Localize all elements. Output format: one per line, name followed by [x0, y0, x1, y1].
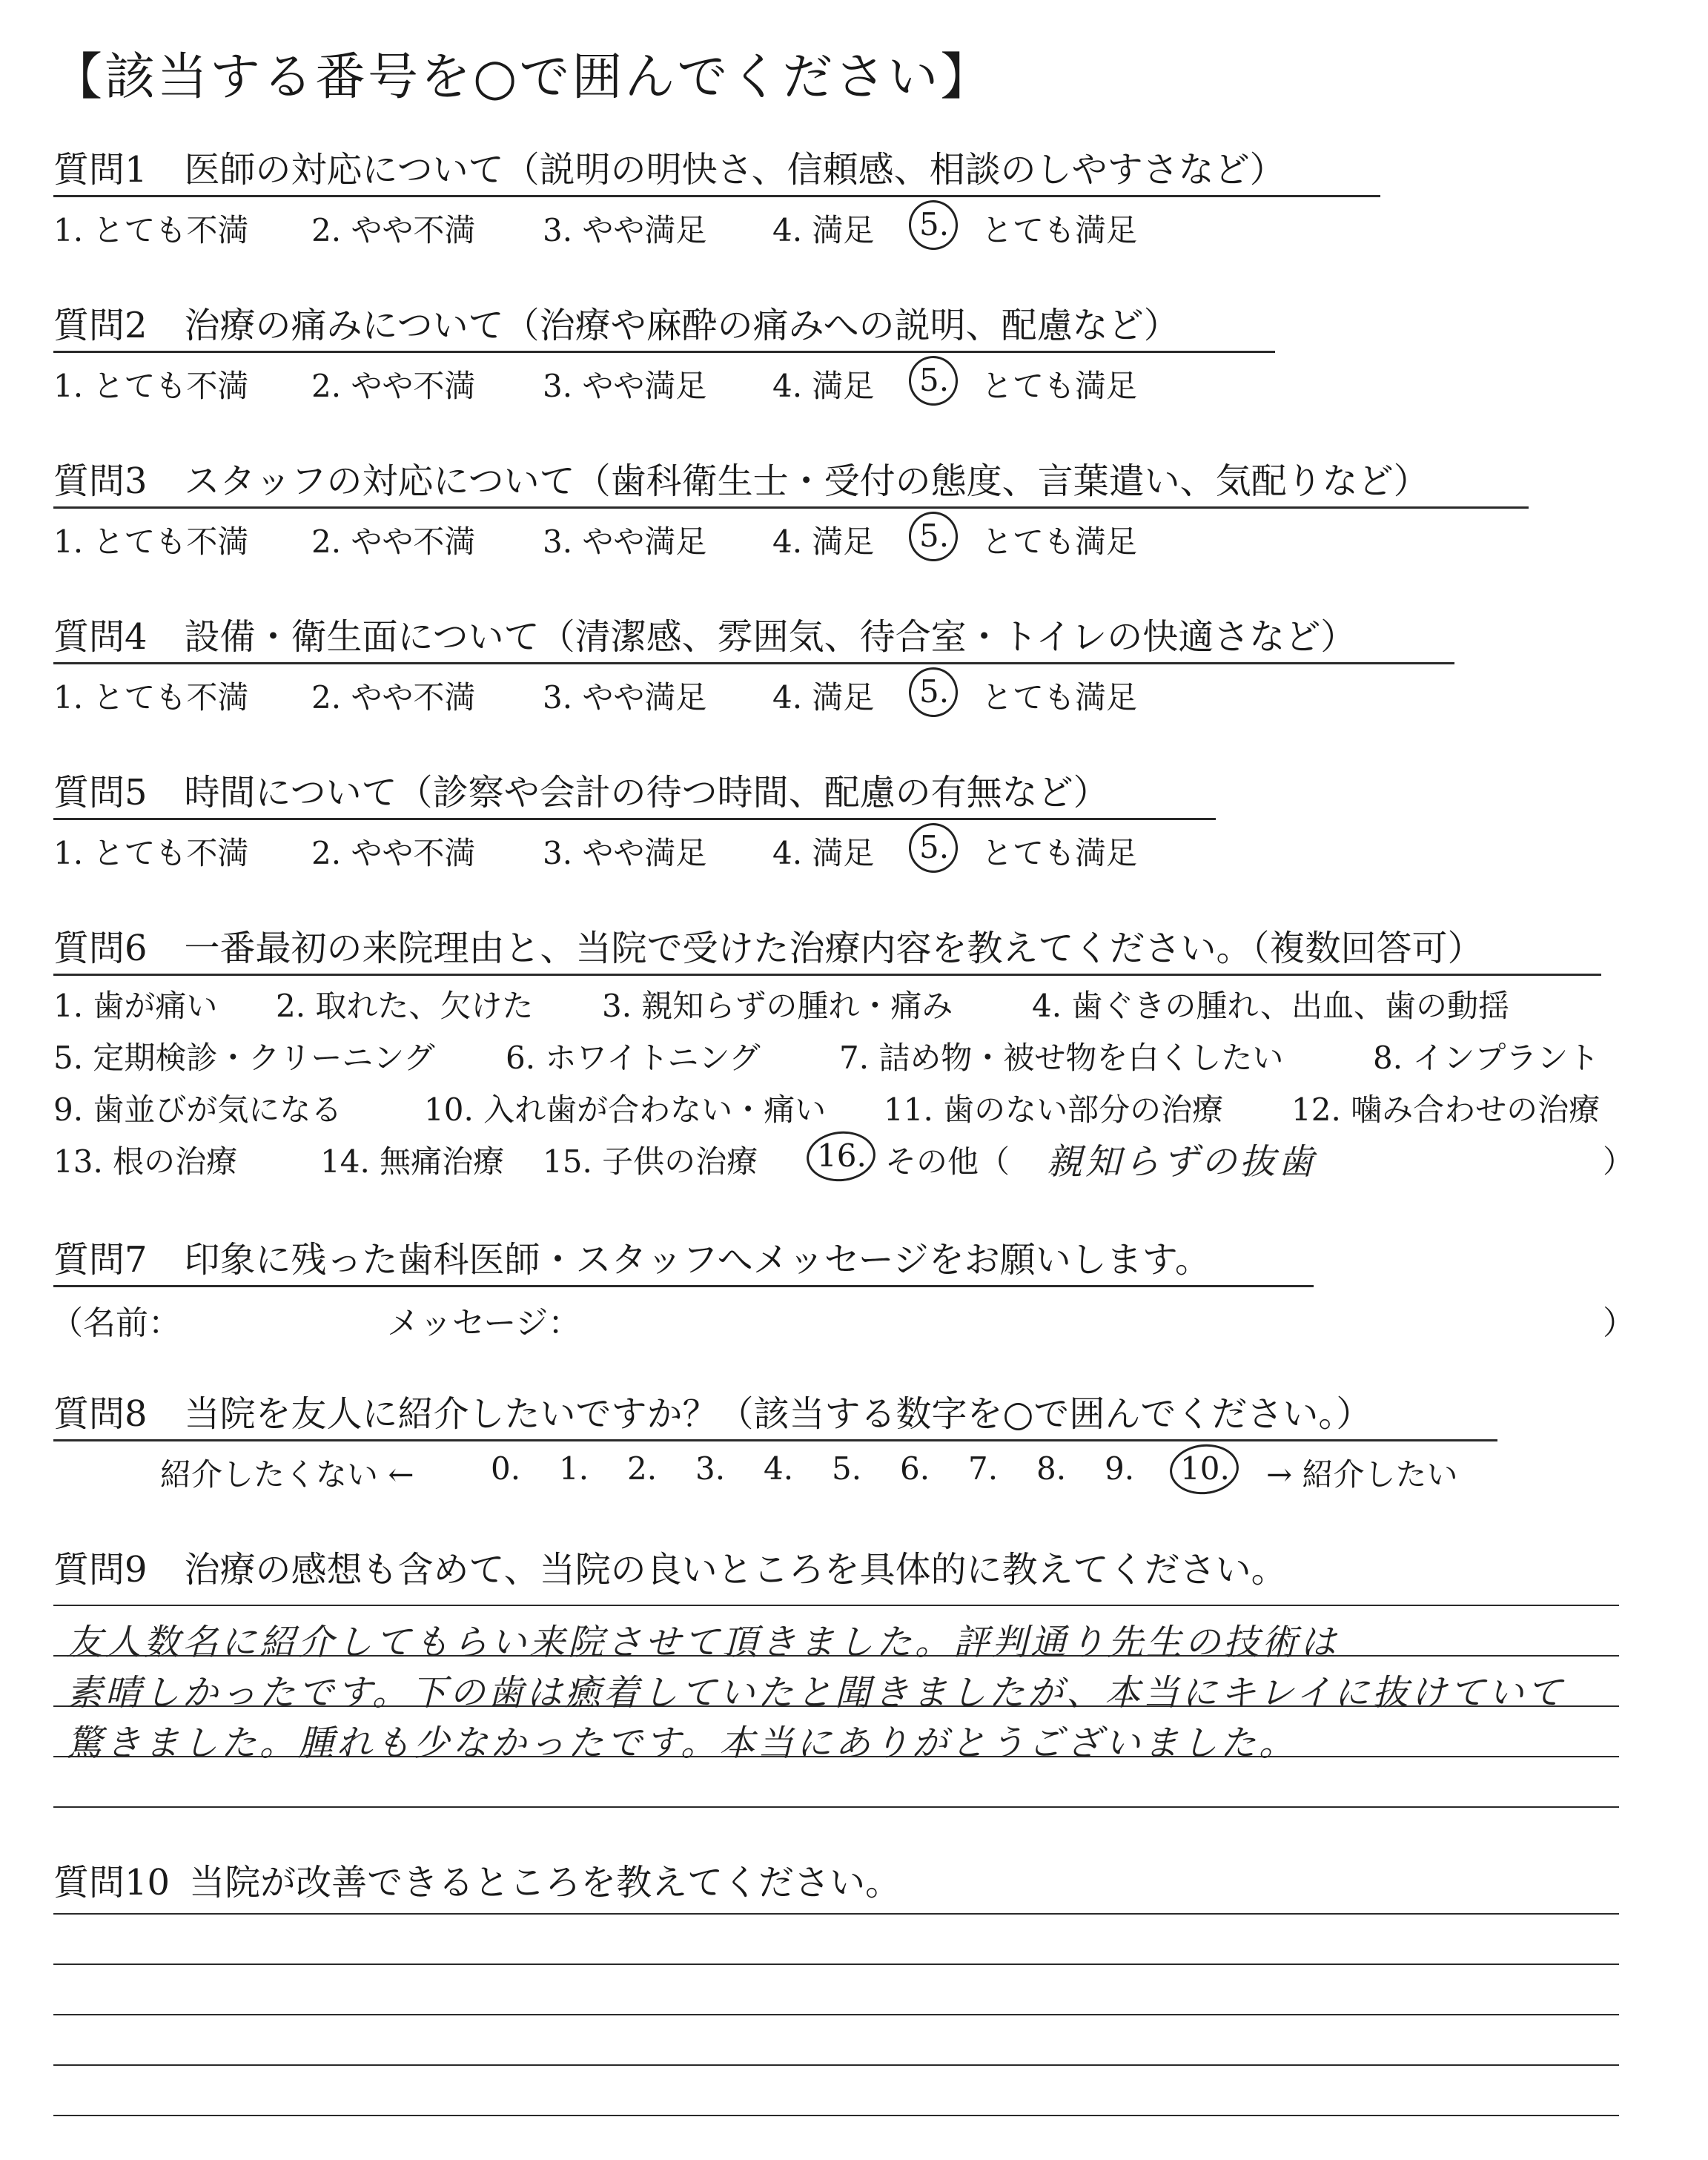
option-somewhat-satisfied[interactable]: 3. やや満足	[543, 679, 707, 716]
scale-options	[53, 206, 1380, 248]
option-satisfied[interactable]: 4. 満足	[772, 835, 875, 871]
question-text: 時間について（診察や会計の待つ時間、配慮の有無など）	[184, 772, 1109, 813]
question-6	[53, 919, 1635, 1189]
instruction-header: 【該当する番号を○で囲んでください】	[52, 48, 993, 107]
reason-option[interactable]: 1. 歯が痛い	[53, 988, 218, 1024]
reason-option[interactable]: 7. 詰め物・被せ物を白くしたい	[839, 1040, 1284, 1076]
question-text: 印象に残った歯科医師・スタッフへメッセージをお願いします。	[184, 1239, 1211, 1281]
option-very-dissatisfied[interactable]: 1. とても不満	[53, 679, 249, 716]
option-somewhat-dissatisfied[interactable]: 2. やや不満	[311, 368, 476, 404]
question-text: 一番最初の来院理由と、当院で受けた治療内容を教えてください。（複数回答可）	[184, 928, 1483, 969]
option-very-satisfied[interactable]: とても満足	[982, 368, 1138, 404]
question-text: 治療の痛みについて（治療や麻酔の痛みへの説明、配慮など）	[184, 305, 1179, 346]
score-option[interactable]: 5.	[832, 1450, 862, 1487]
answer-line	[53, 1964, 1619, 1965]
option-5-circled[interactable]: 5.	[919, 206, 950, 242]
score-option[interactable]: 6.	[900, 1450, 930, 1487]
question-title	[53, 1541, 1287, 1595]
reason-option[interactable]: 10. 入れ歯が合わない・痛い	[424, 1091, 827, 1128]
question-title	[53, 608, 1454, 664]
option-satisfied[interactable]: 4. 満足	[772, 524, 875, 560]
score-option[interactable]: 4.	[764, 1450, 794, 1487]
option-16-circled[interactable]: 16.	[817, 1137, 867, 1174]
score-option[interactable]: 9.	[1105, 1450, 1135, 1487]
option-very-satisfied[interactable]: とても満足	[982, 679, 1138, 716]
option-very-dissatisfied[interactable]: 1. とても不満	[53, 368, 249, 404]
handwritten-answer-line[interactable]: 友人数名に紹介してもらい来院させて頂きました。評判通り先生の技術は	[67, 1622, 1340, 1663]
score-option[interactable]: 0.	[491, 1450, 521, 1487]
score-option[interactable]: 3.	[695, 1450, 726, 1487]
question-5	[53, 764, 1216, 871]
score-10-circled[interactable]: 10.	[1180, 1450, 1230, 1487]
option-very-satisfied[interactable]: とても満足	[982, 212, 1138, 248]
option-very-dissatisfied[interactable]: 1. とても不満	[53, 212, 249, 248]
question-text: 設備・衛生面について（清潔感、雰囲気、待合室・トイレの快適さなど）	[184, 616, 1357, 658]
reason-option[interactable]: 13. 根の治療	[53, 1143, 238, 1180]
question-text: 当院が改善できるところを教えてください。	[189, 1862, 901, 1903]
option-somewhat-dissatisfied[interactable]: 2. やや不満	[311, 524, 476, 560]
question-label: 質問5	[53, 772, 148, 813]
question-10	[53, 1854, 901, 1908]
answer-line	[53, 2014, 1619, 2015]
reason-option[interactable]: 8. インプラント	[1373, 1040, 1600, 1076]
option-very-satisfied[interactable]: とても満足	[982, 524, 1138, 560]
reason-row	[53, 982, 1601, 1034]
other-label: その他（	[885, 1143, 1010, 1180]
question-label: 質問2	[53, 305, 148, 346]
question-label: 質問7	[53, 1239, 148, 1281]
question-7	[50, 1231, 1635, 1342]
question-label: 質問4	[53, 616, 148, 658]
other-handwritten-answer[interactable]: 親知らずの抜歯	[1047, 1141, 1317, 1183]
option-somewhat-satisfied[interactable]: 3. やや満足	[543, 524, 707, 560]
recommend-label: → 紹介したい	[1266, 1456, 1458, 1493]
option-somewhat-satisfied[interactable]: 3. やや満足	[543, 212, 707, 248]
option-very-dissatisfied[interactable]: 1. とても不満	[53, 835, 249, 871]
question-8	[53, 1385, 1497, 1492]
question-label: 質問1	[53, 149, 148, 191]
question-text: 当院を友人に紹介したいですか？（該当する数字を○で囲んでください。）	[184, 1393, 1372, 1435]
scale-options	[53, 518, 1529, 559]
option-satisfied[interactable]: 4. 満足	[772, 368, 875, 404]
score-option[interactable]: 8.	[1036, 1450, 1067, 1487]
option-somewhat-dissatisfied[interactable]: 2. やや不満	[311, 835, 476, 871]
option-somewhat-dissatisfied[interactable]: 2. やや不満	[311, 679, 476, 716]
reason-options	[53, 982, 1635, 1189]
option-very-dissatisfied[interactable]: 1. とても不満	[53, 524, 249, 560]
reason-option[interactable]: 2. 取れた、欠けた	[276, 988, 534, 1024]
message-fields	[50, 1296, 1635, 1342]
reason-row	[53, 1034, 1601, 1086]
option-very-satisfied[interactable]: とても満足	[982, 835, 1138, 871]
option-5-circled[interactable]: 5.	[919, 673, 950, 710]
reason-option[interactable]: 9. 歯並びが気になる	[53, 1091, 342, 1128]
option-somewhat-satisfied[interactable]: 3. やや満足	[543, 368, 707, 404]
scale-options	[53, 829, 1216, 871]
scale-options	[53, 673, 1454, 715]
not-recommend-label: 紹介したくない ←	[160, 1456, 414, 1493]
option-5-circled[interactable]: 5.	[919, 829, 950, 865]
handwritten-answer-line[interactable]: 素晴しかったです。下の歯は癒着していたと聞きましたが、本当にキレイに抜けていて	[67, 1672, 1566, 1714]
answer-line	[53, 2064, 1619, 2066]
reason-option[interactable]: 4. 歯ぐきの腫れ、出血、歯の動揺	[1032, 988, 1509, 1024]
question-label: 質問6	[53, 928, 148, 969]
question-title	[53, 1385, 1497, 1441]
question-text: 医師の対応について（説明の明快さ、信頼感、相談のしやすさなど）	[184, 149, 1285, 191]
reason-option[interactable]: 14. 無痛治療	[320, 1143, 505, 1180]
answer-line	[53, 1605, 1619, 1606]
question-text: 治療の感想も含めて、当院の良いところを具体的に教えてください。	[184, 1549, 1287, 1591]
score-option[interactable]: 7.	[968, 1450, 999, 1487]
question-title	[53, 764, 1216, 820]
scale-options	[53, 362, 1275, 403]
reason-option[interactable]: 11. 歯のない部分の治療	[884, 1091, 1224, 1128]
reason-option[interactable]: 12. 噛み合わせの治療	[1291, 1091, 1601, 1128]
question-label: 質問10	[53, 1862, 171, 1903]
question-3	[53, 452, 1529, 559]
answer-line	[53, 1913, 1619, 1915]
reason-option[interactable]: 3. 親知らずの腫れ・痛み	[602, 988, 953, 1024]
option-5-circled[interactable]: 5.	[919, 362, 950, 398]
question-title	[53, 1231, 1314, 1287]
question-title	[53, 297, 1275, 353]
reason-option[interactable]: 5. 定期検診・クリーニング	[53, 1040, 435, 1076]
handwritten-answer-line[interactable]: 驚きました。腫れも少なかったです。本当にありがとうございました。	[67, 1723, 1298, 1764]
question-title	[53, 919, 1601, 976]
name-label: （名前：	[50, 1304, 181, 1342]
option-satisfied[interactable]: 4. 満足	[772, 212, 875, 248]
question-1	[53, 141, 1380, 248]
close-paren: ）	[1603, 1304, 1635, 1342]
option-somewhat-dissatisfied[interactable]: 2. やや不満	[311, 212, 476, 248]
option-satisfied[interactable]: 4. 満足	[772, 679, 875, 716]
question-label: 質問3	[53, 460, 148, 502]
score-option[interactable]: 2.	[627, 1450, 658, 1487]
score-option[interactable]: 1.	[559, 1450, 589, 1487]
question-title	[53, 141, 1380, 197]
message-label: メッセージ：	[387, 1304, 581, 1342]
question-text: スタッフの対応について（歯科衛生士・受付の態度、言葉遣い、気配りなど）	[184, 460, 1429, 502]
reason-row	[53, 1137, 1635, 1189]
answer-line	[53, 2115, 1619, 2116]
question-label: 質問9	[53, 1549, 148, 1591]
question-label: 質問8	[53, 1393, 148, 1435]
reason-row	[53, 1086, 1601, 1137]
question-2	[53, 297, 1275, 403]
question-4	[53, 608, 1454, 715]
recommend-scale	[53, 1450, 1497, 1492]
option-somewhat-satisfied[interactable]: 3. やや満足	[543, 835, 707, 871]
question-9	[53, 1541, 1287, 1595]
answer-line	[53, 1806, 1619, 1808]
question-title	[53, 1854, 901, 1908]
reason-option[interactable]: 15. 子供の治療	[543, 1143, 758, 1180]
close-paren: ）	[1603, 1143, 1635, 1180]
question-title	[53, 452, 1529, 509]
option-5-circled[interactable]: 5.	[919, 518, 950, 554]
reason-option[interactable]: 6. ホワイトニング	[506, 1040, 761, 1076]
